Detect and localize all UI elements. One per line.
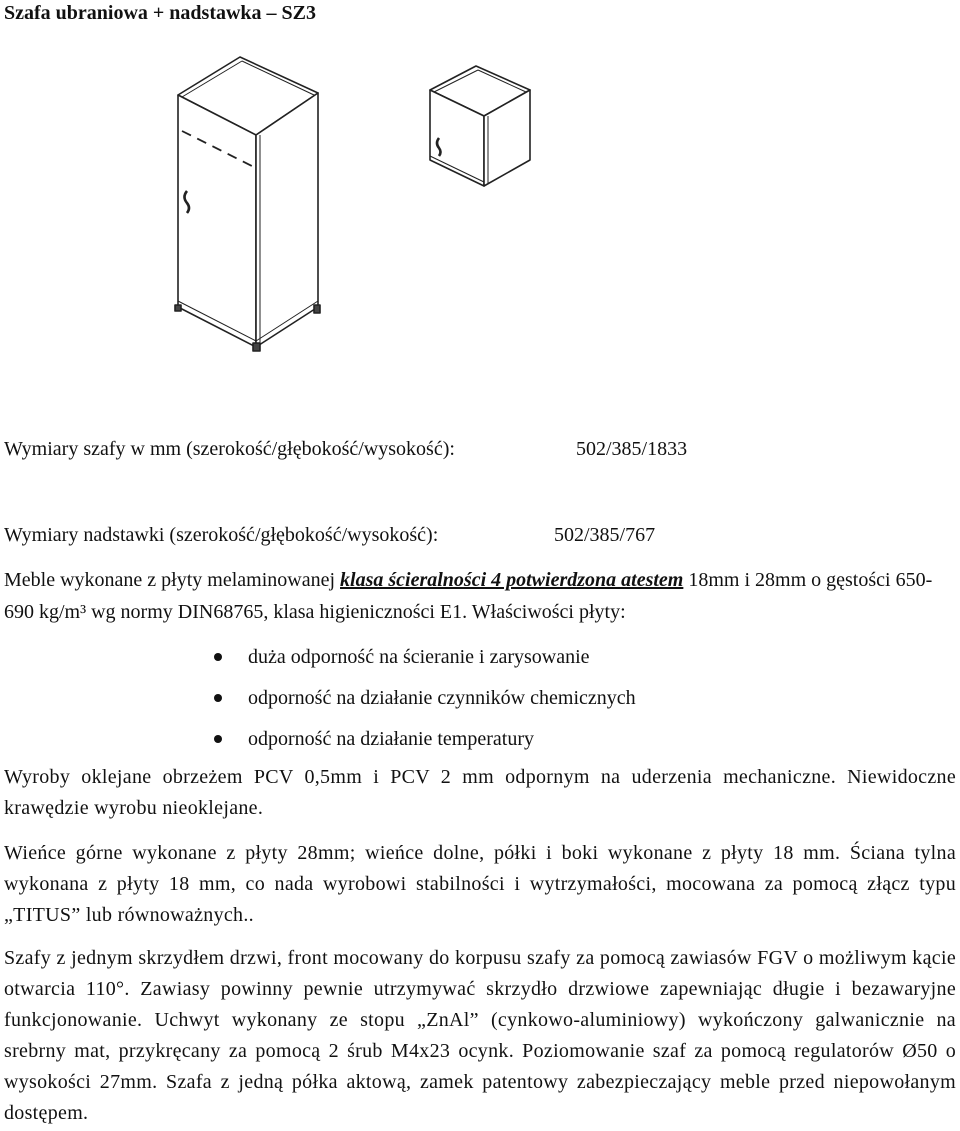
top-cabinet-drawing-icon (418, 62, 538, 192)
list-item (0, 720, 636, 761)
bullet-icon (214, 653, 222, 661)
page-title: Szafa ubraniowa + nadstawka – SZ3 (4, 2, 317, 24)
bullet-icon (214, 694, 222, 702)
wardrobe-dimensions-value: 502/385/1833 (576, 438, 688, 460)
properties-list (0, 638, 636, 761)
details-paragraph: Szafy z jednym skrzydłem drzwi, front mocowany do korpusu szafy za pomocą zawiasów FGV o możliwym kącie otwarcia 110°. Zawiasy powinny pewnie utrzymywać skrzydło drzwiowe zapewniając długie i bezawaryjne funkcjonowanie. Uchwyt wykonany ze stopu „ZnAl” (cynkowo-aluminiowy) wykończony galwanicznie na srebrny mat, przykręcany za pomocą 2 śrub M4x23 ocynk. Poziomowanie szaf za pomocą regulatorów Ø50 o wysokości 27mm. Szafa z jedną półka aktową, zamek patentowy zabezpieczający meble przed niepowołanym dostępem. (4, 947, 956, 1124)
edging-paragraph: Wyroby oklejane obrzeżem PCV 0,5mm i PCV 2 mm odpornym na uderzenia mechaniczne. Niewidoczne krawędzie wyrobu nieoklejane. (4, 766, 956, 819)
construction-paragraph: Wieńce górne wykonane z płyty 28mm; wieńce dolne, półki i boki wykonane z płyty 18 mm. Ściana tylna wykonana z płyty 18 mm, co nada wyrobowi stabilności i wytrzymałości, mocowana za pomocą złącz typu „TITUS” lub równoważnych.. (4, 842, 956, 926)
wardrobe-dimensions-label: Wymiary szafy w mm (szerokość/głębokość/wysokość): (4, 438, 455, 460)
list-item (0, 679, 636, 720)
material-text-middle: 18mm i 28mm o gęstości 650-690 kg/m³ wg normy DIN68765, klasa higieniczności E1. (4, 569, 933, 623)
list-item (0, 638, 636, 679)
wardrobe-drawing-icon (160, 55, 330, 355)
bullet-icon (214, 735, 222, 743)
property-text: duża odporność na ścieranie i zarysowanie (248, 646, 590, 668)
topbox-dimensions-value: 502/385/767 (554, 524, 656, 546)
material-class-highlight: klasa ścieralności 4 potwierdzona atestem (340, 569, 684, 591)
topbox-dimensions (4, 524, 724, 547)
topbox-dimensions-label: Wymiary nadstawki (szerokość/głębokość/wysokość): (4, 524, 439, 546)
property-text: odporność na działanie temperatury (248, 728, 534, 750)
wardrobe-dimensions (4, 438, 724, 461)
material-text-start: Meble wykonane z płyty melaminowanej (4, 569, 341, 591)
material-description (4, 564, 956, 628)
properties-intro: Właściwości płyty: (471, 601, 626, 623)
property-text: odporność na działanie czynników chemicznych (248, 687, 636, 709)
